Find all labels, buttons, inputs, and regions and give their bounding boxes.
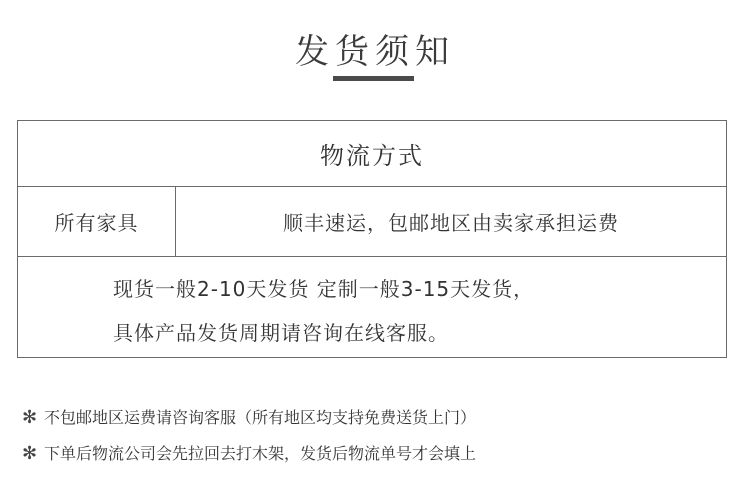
title-underline <box>333 76 414 81</box>
asterisk-icon: ✻ <box>22 443 38 464</box>
product-category-cell: 所有家具 <box>18 187 176 256</box>
footnotes <box>22 400 732 472</box>
delivery-time-note: 具体产品发货周期请咨询在线客服。 <box>113 321 449 345</box>
footnote-item <box>22 400 732 436</box>
shipping-method-row <box>18 187 726 257</box>
shipping-method-header: 物流方式 <box>18 121 726 187</box>
delivery-time-note: 现货一般2-10天发货 定制一般3-15天发货， <box>113 277 535 301</box>
page-title: 发货须知 <box>295 32 455 72</box>
delivery-time-notes <box>18 257 726 357</box>
asterisk-icon: ✻ <box>22 407 38 428</box>
footnote-item <box>22 436 732 472</box>
footnote-text: 下单后物流公司会先拉回去打木架，发货后物流单号才会填上 <box>44 444 477 463</box>
footnote-text: 不包邮地区运费请咨询客服（所有地区均支持免费送货上门） <box>44 408 477 427</box>
shipping-info-table <box>17 120 727 358</box>
shipping-method-cell: 顺丰速运，包邮地区由卖家承担运费 <box>283 211 619 235</box>
